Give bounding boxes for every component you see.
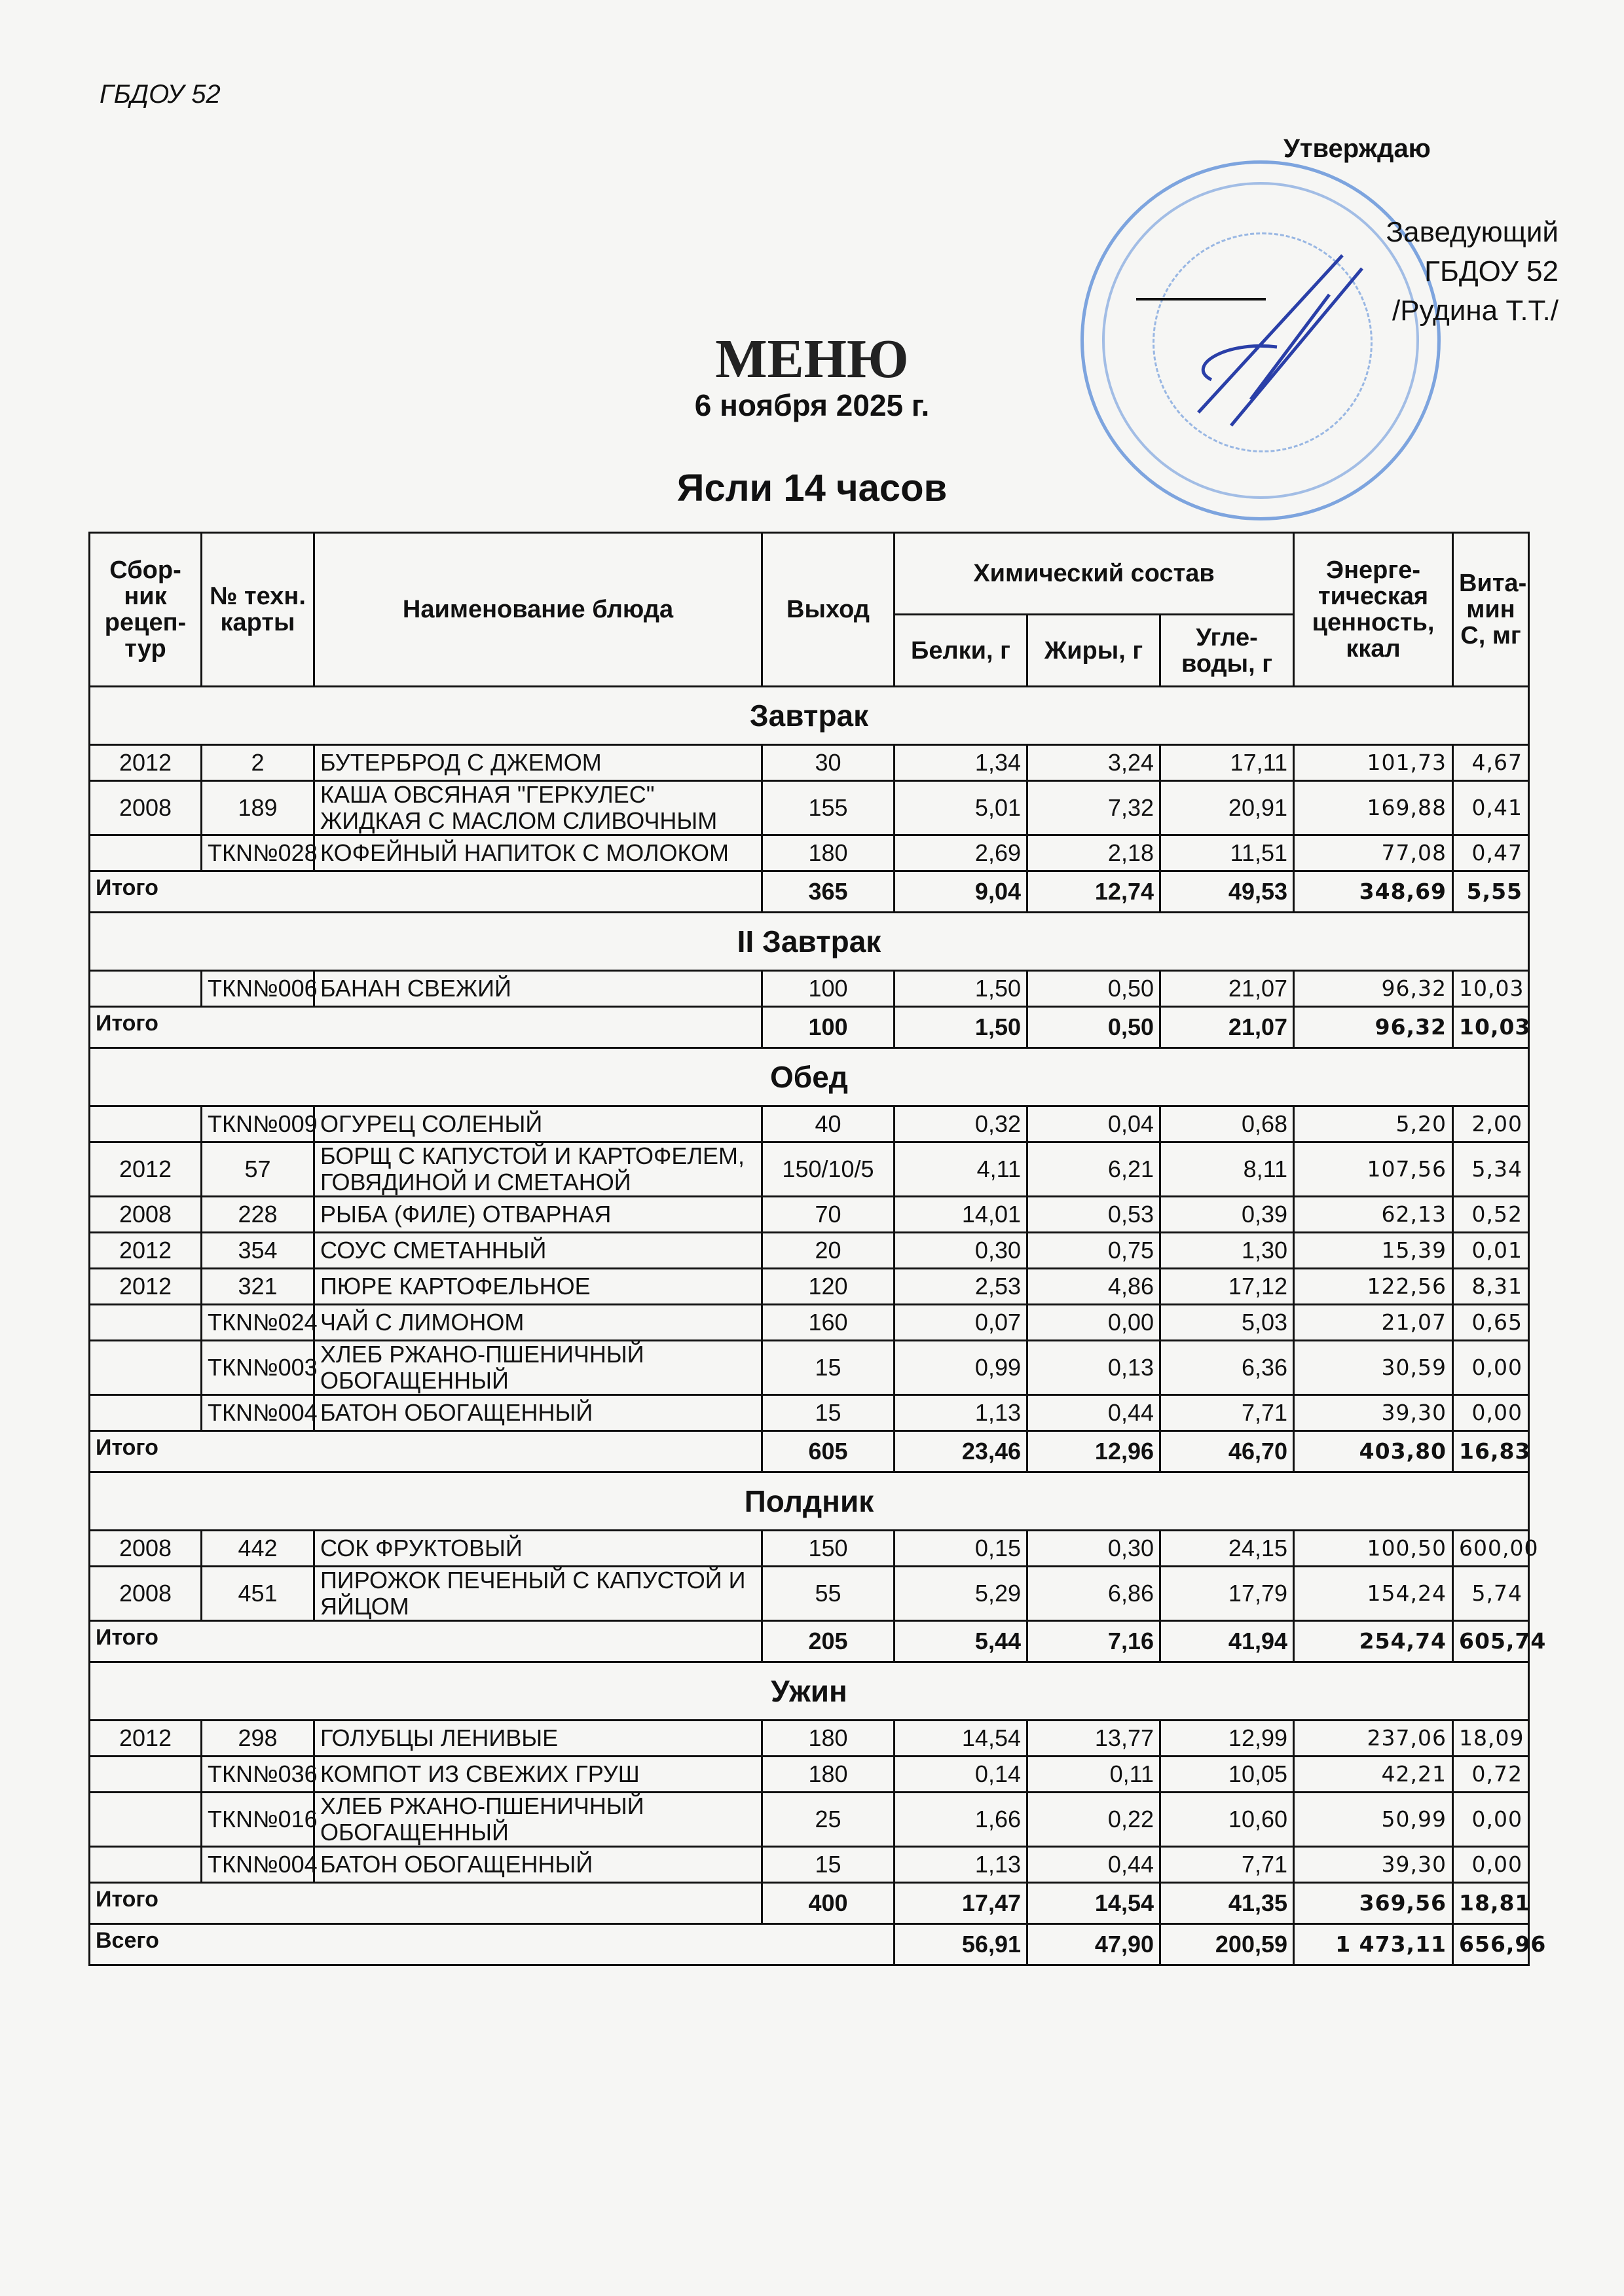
dish-name-cell: ХЛЕБ РЖАНО-ПШЕНИЧНЫЙ ОБОГАЩЕННЫЙ — [314, 1793, 762, 1847]
carbs-cell: 10,05 — [1160, 1757, 1294, 1793]
protein-cell: 1,13 — [895, 1395, 1027, 1431]
col-header-chem: Химический состав — [895, 533, 1294, 615]
carbs-cell: 11,51 — [1160, 835, 1294, 871]
carbs-cell: 7,71 — [1160, 1847, 1294, 1883]
table-row — [90, 1847, 1529, 1883]
fat-cell: 0,30 — [1027, 1531, 1160, 1567]
dish-name-cell: ЧАЙ С ЛИМОНОМ — [314, 1305, 762, 1341]
col-header-protein: Белки, г — [895, 615, 1027, 687]
section-header-row — [90, 1048, 1529, 1106]
signer-position: Заведующий — [1386, 216, 1559, 248]
fat-cell: 0,11 — [1027, 1757, 1160, 1793]
energy-cell: 107,56 — [1294, 1142, 1453, 1197]
carbs-cell: 21,07 — [1160, 971, 1294, 1007]
vitamin-c-cell: 4,67 — [1453, 745, 1529, 781]
section-title: Ужин — [90, 1662, 1529, 1721]
fat-cell: 0,22 — [1027, 1793, 1160, 1847]
fat-cell: 2,18 — [1027, 835, 1160, 871]
vitamin-c-cell: 5,74 — [1453, 1567, 1529, 1621]
vitamin-c-cell: 0,47 — [1453, 835, 1529, 871]
total-label: Итого — [90, 871, 762, 913]
protein-cell: 14,01 — [895, 1197, 1027, 1233]
grand-total-vitamin-c-cell: 656,96 — [1453, 1924, 1529, 1965]
carbs-cell: 7,71 — [1160, 1395, 1294, 1431]
table-row — [90, 971, 1529, 1007]
carbs-cell: 17,79 — [1160, 1567, 1294, 1621]
vitamin-c-cell: 0,00 — [1453, 1341, 1529, 1395]
energy-cell: 237,06 — [1294, 1721, 1453, 1757]
tech-card-cell: ТКN№036 — [202, 1757, 314, 1793]
total-fat-cell: 0,50 — [1027, 1007, 1160, 1048]
protein-cell: 0,32 — [895, 1106, 1027, 1142]
output-cell: 15 — [762, 1395, 895, 1431]
protein-cell: 0,99 — [895, 1341, 1027, 1395]
energy-cell: 169,88 — [1294, 781, 1453, 835]
protein-cell: 1,66 — [895, 1793, 1027, 1847]
vitamin-c-cell: 2,00 — [1453, 1106, 1529, 1142]
collection-cell — [90, 1341, 202, 1395]
grand-total-protein-cell: 56,91 — [895, 1924, 1027, 1965]
tech-card-cell: ТКN№009 — [202, 1106, 314, 1142]
table-row — [90, 1106, 1529, 1142]
dish-name-cell: РЫБА (ФИЛЕ) ОТВАРНАЯ — [314, 1197, 762, 1233]
total-vitamin-c-cell: 5,55 — [1453, 871, 1529, 913]
total-vitamin-c-cell: 10,03 — [1453, 1007, 1529, 1048]
grand-total-label: Всего — [90, 1924, 895, 1965]
energy-cell: 96,32 — [1294, 971, 1453, 1007]
section-total-row — [90, 1007, 1529, 1048]
energy-cell: 154,24 — [1294, 1567, 1453, 1621]
vitamin-c-cell: 0,01 — [1453, 1233, 1529, 1269]
tech-card-cell: ТКN№004 — [202, 1847, 314, 1883]
dish-name-cell: СОУС СМЕТАННЫЙ — [314, 1233, 762, 1269]
dish-name-cell: СОК ФРУКТОВЫЙ — [314, 1531, 762, 1567]
fat-cell: 0,75 — [1027, 1233, 1160, 1269]
page-title: МЕНЮ — [715, 329, 909, 390]
collection-cell: 2012 — [90, 1721, 202, 1757]
protein-cell: 1,34 — [895, 745, 1027, 781]
dish-name-cell: ПЮРЕ КАРТОФЕЛЬНОЕ — [314, 1269, 762, 1305]
vitamin-c-cell: 600,00 — [1453, 1531, 1529, 1567]
vitamin-c-cell: 8,31 — [1453, 1269, 1529, 1305]
table-row — [90, 1531, 1529, 1567]
energy-cell: 101,73 — [1294, 745, 1453, 781]
total-output-cell: 365 — [762, 871, 895, 913]
output-cell: 100 — [762, 971, 895, 1007]
vitamin-c-cell: 0,52 — [1453, 1197, 1529, 1233]
total-label: Итого — [90, 1007, 762, 1048]
energy-cell: 39,30 — [1294, 1847, 1453, 1883]
carbs-cell: 6,36 — [1160, 1341, 1294, 1395]
table-row — [90, 1567, 1529, 1621]
group-label: Ясли 14 часов — [676, 467, 948, 509]
collection-cell: 2008 — [90, 1197, 202, 1233]
section-total-row — [90, 1883, 1529, 1924]
output-cell: 180 — [762, 835, 895, 871]
total-label: Итого — [90, 1621, 762, 1662]
carbs-cell: 17,11 — [1160, 745, 1294, 781]
vitamin-c-cell: 0,00 — [1453, 1395, 1529, 1431]
protein-cell: 5,29 — [895, 1567, 1027, 1621]
collection-cell: 2012 — [90, 1142, 202, 1197]
dish-name-cell: ОГУРЕЦ СОЛЕНЫЙ — [314, 1106, 762, 1142]
tech-card-cell: ТКN№028 — [202, 835, 314, 871]
tech-card-cell: 451 — [202, 1567, 314, 1621]
menu-table — [88, 532, 1547, 1966]
protein-cell: 0,14 — [895, 1757, 1027, 1793]
total-protein-cell: 23,46 — [895, 1431, 1027, 1472]
tech-card-cell: 354 — [202, 1233, 314, 1269]
total-fat-cell: 12,74 — [1027, 871, 1160, 913]
energy-cell: 39,30 — [1294, 1395, 1453, 1431]
section-header-row — [90, 1662, 1529, 1721]
table-row — [90, 1341, 1529, 1395]
carbs-cell: 12,99 — [1160, 1721, 1294, 1757]
table-row — [90, 1233, 1529, 1269]
fat-cell: 0,04 — [1027, 1106, 1160, 1142]
total-protein-cell: 1,50 — [895, 1007, 1027, 1048]
output-cell: 25 — [762, 1793, 895, 1847]
approval-label: Утверждаю — [1283, 134, 1431, 163]
table-row — [90, 1142, 1529, 1197]
col-header-dish-name: Наименование блюда — [314, 533, 762, 687]
fat-cell: 3,24 — [1027, 745, 1160, 781]
energy-cell: 50,99 — [1294, 1793, 1453, 1847]
vitamin-c-cell: 10,03 — [1453, 971, 1529, 1007]
energy-cell: 77,08 — [1294, 835, 1453, 871]
vitamin-c-cell: 0,65 — [1453, 1305, 1529, 1341]
total-protein-cell: 9,04 — [895, 871, 1027, 913]
fat-cell: 6,86 — [1027, 1567, 1160, 1621]
dish-name-cell: КАША ОВСЯНАЯ "ГЕРКУЛЕС" ЖИДКАЯ С МАСЛОМ СЛИВОЧНЫМ — [314, 781, 762, 835]
grand-total-fat-cell: 47,90 — [1027, 1924, 1160, 1965]
total-output-cell: 400 — [762, 1883, 895, 1924]
table-row — [90, 835, 1529, 871]
protein-cell: 5,01 — [895, 781, 1027, 835]
carbs-cell: 20,91 — [1160, 781, 1294, 835]
carbs-cell: 17,12 — [1160, 1269, 1294, 1305]
tech-card-cell: ТКN№004 — [202, 1395, 314, 1431]
col-header-output: Выход — [762, 533, 895, 687]
total-vitamin-c-cell: 18,81 — [1453, 1883, 1529, 1924]
total-label: Итого — [90, 1883, 762, 1924]
total-energy-cell: 369,56 — [1294, 1883, 1453, 1924]
total-protein-cell: 5,44 — [895, 1621, 1027, 1662]
output-cell: 150/10/5 — [762, 1142, 895, 1197]
total-vitamin-c-cell: 605,74 — [1453, 1621, 1529, 1662]
tech-card-cell: 228 — [202, 1197, 314, 1233]
section-total-row — [90, 1621, 1529, 1662]
dish-name-cell: ПИРОЖОК ПЕЧЕНЫЙ С КАПУСТОЙ И ЯЙЦОМ — [314, 1567, 762, 1621]
dish-name-cell: БАТОН ОБОГАЩЕННЫЙ — [314, 1395, 762, 1431]
signer-organization: ГБДОУ 52 — [1424, 255, 1559, 287]
total-energy-cell: 96,32 — [1294, 1007, 1453, 1048]
carbs-cell: 0,39 — [1160, 1197, 1294, 1233]
section-title: II Завтрак — [90, 913, 1529, 971]
collection-cell: 2008 — [90, 781, 202, 835]
protein-cell: 0,15 — [895, 1531, 1027, 1567]
total-carbs-cell: 21,07 — [1160, 1007, 1294, 1048]
tech-card-cell: ТКN№006 — [202, 971, 314, 1007]
protein-cell: 2,69 — [895, 835, 1027, 871]
total-carbs-cell: 49,53 — [1160, 871, 1294, 913]
menu-date: 6 ноября 2025 г. — [694, 388, 930, 422]
fat-cell: 7,32 — [1027, 781, 1160, 835]
energy-cell: 100,50 — [1294, 1531, 1453, 1567]
total-fat-cell: 12,96 — [1027, 1431, 1160, 1472]
table-row — [90, 1757, 1529, 1793]
grand-total-energy-cell: 1 473,11 — [1294, 1924, 1453, 1965]
approval-block — [1386, 213, 1559, 331]
dish-name-cell: БАТОН ОБОГАЩЕННЫЙ — [314, 1847, 762, 1883]
fat-cell: 6,21 — [1027, 1142, 1160, 1197]
section-total-row — [90, 1431, 1529, 1472]
output-cell: 150 — [762, 1531, 895, 1567]
total-label: Итого — [90, 1431, 762, 1472]
energy-cell: 5,20 — [1294, 1106, 1453, 1142]
collection-cell: 2012 — [90, 745, 202, 781]
section-header-row — [90, 1472, 1529, 1531]
col-header-tech-card: № техн. карты — [202, 533, 314, 687]
protein-cell: 14,54 — [895, 1721, 1027, 1757]
col-header-fat: Жиры, г — [1027, 615, 1160, 687]
table-row — [90, 1197, 1529, 1233]
col-header-carbs: Угле-воды, г — [1160, 615, 1294, 687]
carbs-cell: 5,03 — [1160, 1305, 1294, 1341]
tech-card-cell: 321 — [202, 1269, 314, 1305]
total-fat-cell: 14,54 — [1027, 1883, 1160, 1924]
table-row — [90, 1305, 1529, 1341]
output-cell: 120 — [762, 1269, 895, 1305]
dish-name-cell: БАНАН СВЕЖИЙ — [314, 971, 762, 1007]
grand-total-row — [90, 1924, 1529, 1965]
output-cell: 30 — [762, 745, 895, 781]
output-cell: 40 — [762, 1106, 895, 1142]
tech-card-cell: 189 — [202, 781, 314, 835]
carbs-cell: 10,60 — [1160, 1793, 1294, 1847]
col-header-energy: Энерге-тическая ценность, ккал — [1294, 533, 1453, 687]
section-title: Обед — [90, 1048, 1529, 1106]
collection-cell: 2012 — [90, 1269, 202, 1305]
total-energy-cell: 403,80 — [1294, 1431, 1453, 1472]
vitamin-c-cell: 0,41 — [1453, 781, 1529, 835]
tech-card-cell: 2 — [202, 745, 314, 781]
energy-cell: 62,13 — [1294, 1197, 1453, 1233]
protein-cell: 0,07 — [895, 1305, 1027, 1341]
menu-body — [90, 687, 1547, 1965]
signer-name: /Рудина Т.Т./ — [1392, 295, 1559, 327]
collection-cell: 2008 — [90, 1531, 202, 1567]
section-title: Полдник — [90, 1472, 1529, 1531]
protein-cell: 1,50 — [895, 971, 1027, 1007]
signature-line — [1136, 298, 1266, 301]
col-header-vitamin: Вита-мин С, мг — [1453, 533, 1529, 687]
output-cell: 55 — [762, 1567, 895, 1621]
collection-cell: 2012 — [90, 1233, 202, 1269]
table-row — [90, 1793, 1529, 1847]
vitamin-c-cell: 0,00 — [1453, 1847, 1529, 1883]
vitamin-c-cell: 0,72 — [1453, 1757, 1529, 1793]
total-vitamin-c-cell: 16,83 — [1453, 1431, 1529, 1472]
col-header-collection: Сбор-ник рецеп-тур — [90, 533, 202, 687]
organization-label: ГБДОУ 52 — [100, 80, 221, 109]
output-cell: 160 — [762, 1305, 895, 1341]
energy-cell: 42,21 — [1294, 1757, 1453, 1793]
output-cell: 15 — [762, 1847, 895, 1883]
output-cell: 20 — [762, 1233, 895, 1269]
section-title: Завтрак — [90, 687, 1529, 745]
tech-card-cell: 298 — [202, 1721, 314, 1757]
section-header-row — [90, 913, 1529, 971]
table-row — [90, 1269, 1529, 1305]
table-row — [90, 1395, 1529, 1431]
section-header-row — [90, 687, 1529, 745]
fat-cell: 0,44 — [1027, 1395, 1160, 1431]
dish-name-cell: ХЛЕБ РЖАНО-ПШЕНИЧНЫЙ ОБОГАЩЕННЫЙ — [314, 1341, 762, 1395]
energy-cell: 122,56 — [1294, 1269, 1453, 1305]
protein-cell: 2,53 — [895, 1269, 1027, 1305]
carbs-cell: 0,68 — [1160, 1106, 1294, 1142]
dish-name-cell: КОФЕЙНЫЙ НАПИТОК С МОЛОКОМ — [314, 835, 762, 871]
collection-cell — [90, 1106, 202, 1142]
tech-card-cell: ТКN№003 — [202, 1341, 314, 1395]
table-row — [90, 1721, 1529, 1757]
collection-cell — [90, 971, 202, 1007]
tech-card-cell: 57 — [202, 1142, 314, 1197]
output-cell: 180 — [762, 1721, 895, 1757]
vitamin-c-cell: 5,34 — [1453, 1142, 1529, 1197]
collection-cell — [90, 1847, 202, 1883]
fat-cell: 0,53 — [1027, 1197, 1160, 1233]
collection-cell: 2008 — [90, 1567, 202, 1621]
total-energy-cell: 348,69 — [1294, 871, 1453, 913]
protein-cell: 1,13 — [895, 1847, 1027, 1883]
carbs-cell: 24,15 — [1160, 1531, 1294, 1567]
tech-card-cell: ТКN№016 — [202, 1793, 314, 1847]
collection-cell — [90, 1793, 202, 1847]
grand-total-carbs-cell: 200,59 — [1160, 1924, 1294, 1965]
vitamin-c-cell: 0,00 — [1453, 1793, 1529, 1847]
dish-name-cell: ГОЛУБЦЫ ЛЕНИВЫЕ — [314, 1721, 762, 1757]
total-fat-cell: 7,16 — [1027, 1621, 1160, 1662]
total-energy-cell: 254,74 — [1294, 1621, 1453, 1662]
collection-cell — [90, 1757, 202, 1793]
output-cell: 15 — [762, 1341, 895, 1395]
energy-cell: 15,39 — [1294, 1233, 1453, 1269]
table-row — [90, 781, 1529, 835]
total-protein-cell: 17,47 — [895, 1883, 1027, 1924]
output-cell: 180 — [762, 1757, 895, 1793]
output-cell: 70 — [762, 1197, 895, 1233]
total-carbs-cell: 41,35 — [1160, 1883, 1294, 1924]
tech-card-cell: ТКN№024 — [202, 1305, 314, 1341]
table-row — [90, 745, 1529, 781]
energy-cell: 30,59 — [1294, 1341, 1453, 1395]
protein-cell: 0,30 — [895, 1233, 1027, 1269]
dish-name-cell: КОМПОТ ИЗ СВЕЖИХ ГРУШ — [314, 1757, 762, 1793]
carbs-cell: 8,11 — [1160, 1142, 1294, 1197]
fat-cell: 4,86 — [1027, 1269, 1160, 1305]
fat-cell: 0,13 — [1027, 1341, 1160, 1395]
fat-cell: 0,50 — [1027, 971, 1160, 1007]
output-cell: 155 — [762, 781, 895, 835]
total-output-cell: 605 — [762, 1431, 895, 1472]
vitamin-c-cell: 18,09 — [1453, 1721, 1529, 1757]
total-carbs-cell: 41,94 — [1160, 1621, 1294, 1662]
tech-card-cell: 442 — [202, 1531, 314, 1567]
collection-cell — [90, 835, 202, 871]
protein-cell: 4,11 — [895, 1142, 1027, 1197]
section-total-row — [90, 871, 1529, 913]
collection-cell — [90, 1305, 202, 1341]
fat-cell: 0,00 — [1027, 1305, 1160, 1341]
collection-cell — [90, 1395, 202, 1431]
carbs-cell: 1,30 — [1160, 1233, 1294, 1269]
total-carbs-cell: 46,70 — [1160, 1431, 1294, 1472]
fat-cell: 0,44 — [1027, 1847, 1160, 1883]
fat-cell: 13,77 — [1027, 1721, 1160, 1757]
energy-cell: 21,07 — [1294, 1305, 1453, 1341]
total-output-cell: 100 — [762, 1007, 895, 1048]
total-output-cell: 205 — [762, 1621, 895, 1662]
dish-name-cell: БУТЕРБРОД С ДЖЕМОМ — [314, 745, 762, 781]
dish-name-cell: БОРЩ С КАПУСТОЙ И КАРТОФЕЛЕМ, ГОВЯДИНОЙ И СМЕТАНОЙ — [314, 1142, 762, 1197]
